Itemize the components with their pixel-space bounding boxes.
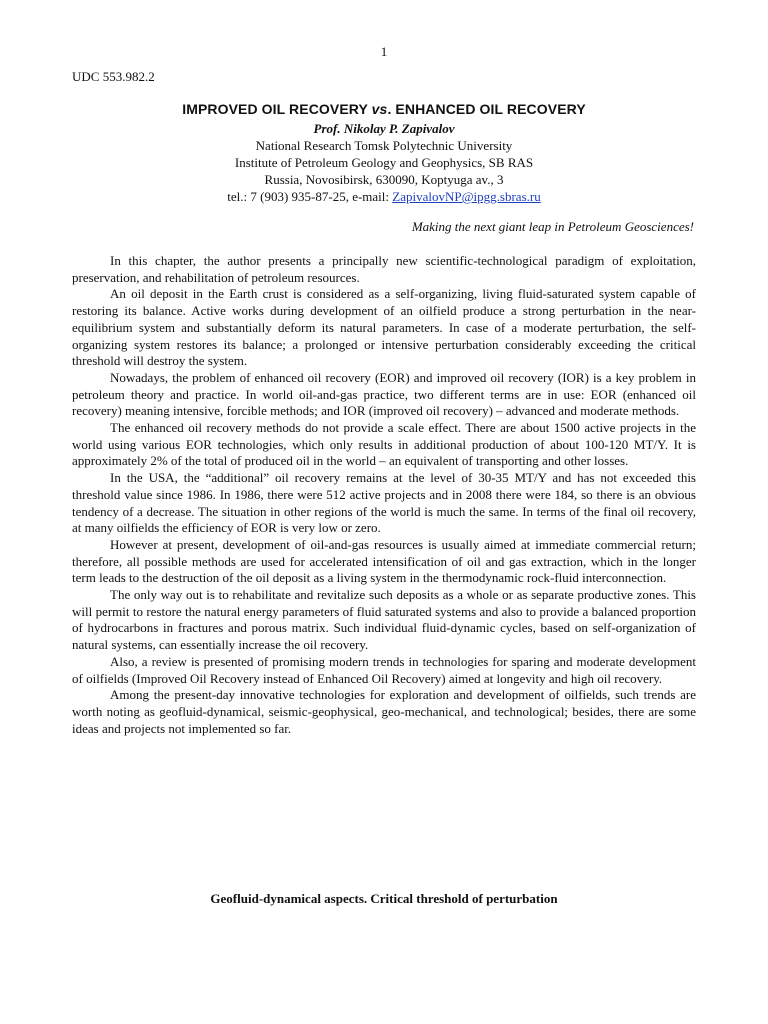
- author-name: Prof. Nikolay P. Zapivalov: [313, 121, 455, 136]
- email-link[interactable]: ZapivalovNP@ipgg.sbras.ru: [392, 189, 541, 204]
- paragraph: In this chapter, the author presents a principally new scientific-technological paradigm of exploitation, preservation, and rehabilitation of petroleum resources.: [72, 253, 696, 285]
- paper-title: [0, 101, 768, 117]
- paragraph: The only way out is to rehabilitate and revitalize such deposits as a whole or as separate productive zones. This will permit to restore the natural energy parameters of fluid saturated systems and also to provide a balanced proportion of hydrocarbons in fractures and porous matrix. Such individual fluid-dynamic cycles, based on self-organization of natural systems, can essentially increase the oil recovery.: [72, 587, 696, 653]
- paragraph: Among the present-day innovative technologies for exploration and development of oilfields, such trends are worth noting as geofluid-dynamical, seismic-geophysical, geo-mechanical, and technological; besides, there are some ideas and projects not implemented so far.: [72, 687, 696, 736]
- paragraph: An oil deposit in the Earth crust is considered as a self-organizing, living fluid-saturated system capable of restoring its balance. Active works during development of an oilfield produce a strong perturbation in the near-equilibrium system and substantially deform its natural parameters. In case of a moderate perturbation, the self-organizing system restores its balance; a prolonged or intensive perturbation considerably exceeding the critical threshold will destroy the system.: [72, 286, 696, 369]
- udc-code: UDC 553.982.2: [72, 69, 155, 84]
- paragraph: Nowadays, the problem of enhanced oil recovery (EOR) and improved oil recovery (IOR) is a key problem in petroleum theory and practice. In world oil-and-gas practice, two different terms are in use: EOR (enhanced oil recovery) meaning intensive, forcible methods; and IOR (improved oil recovery) – advanced and moderate methods.: [72, 369, 696, 419]
- paragraph: However at present, development of oil-and-gas resources is usually aimed at immediate commercial return; therefore, all possible methods are used for accelerated intensification of oil and gas extraction, which in the longer term leads to the destruction of the oil deposit as a living system in the thermodynamic rock-fluid interconnection.: [72, 536, 696, 586]
- author-block: [0, 120, 768, 205]
- paragraph: In the USA, the “additional” oil recovery remains at the level of 30-35 MT/Y and has not exceeded this threshold value since 1986. In 1986, there were 512 active projects and in 2008 there were 184, so there is an obvious tendency of a decrease. The situation in other regions of the world is much the same. In terms of the final oil recovery, at many oilfields the efficiency of EOR is very low or zero.: [72, 470, 696, 536]
- contact-line: [0, 188, 768, 205]
- affiliation-line: National Research Tomsk Polytechnic University: [255, 138, 513, 153]
- affiliation-line: Institute of Petroleum Geology and Geophysics, SB RAS: [234, 155, 534, 170]
- contact-phone: tel.: 7 (903) 935-87-25, e-mail:: [227, 189, 393, 204]
- abstract-body: [72, 253, 696, 737]
- paragraph: Also, a review is presented of promising modern trends in technologies for sparing and moderate development of oilfields (Improved Oil Recovery instead of Enhanced Oil Recovery) aimed at longevity and high oil recovery.: [72, 653, 696, 686]
- paragraph: The enhanced oil recovery methods do not provide a scale effect. There are about 1500 active projects in the world using various EOR technologies, which only results in additional production of about 100-120 MT/Y. It is approximately 2% of the total of produced oil in the world – an equivalent of transporting and other losses.: [72, 420, 696, 469]
- section-heading: Geofluid-dynamical aspects. Critical threshold of perturbation: [210, 891, 558, 906]
- title-part-1: IMPROVED OIL RECOVERY: [182, 101, 372, 117]
- title-vs: vs: [371, 101, 388, 117]
- page-number: 1: [380, 44, 388, 59]
- affiliation-line: Russia, Novosibirsk, 630090, Koptyuga av., 3: [264, 172, 504, 187]
- title-part-2: . ENHANCED OIL RECOVERY: [387, 101, 586, 117]
- motto: Making the next giant leap in Petroleum Geosciences!: [411, 219, 694, 234]
